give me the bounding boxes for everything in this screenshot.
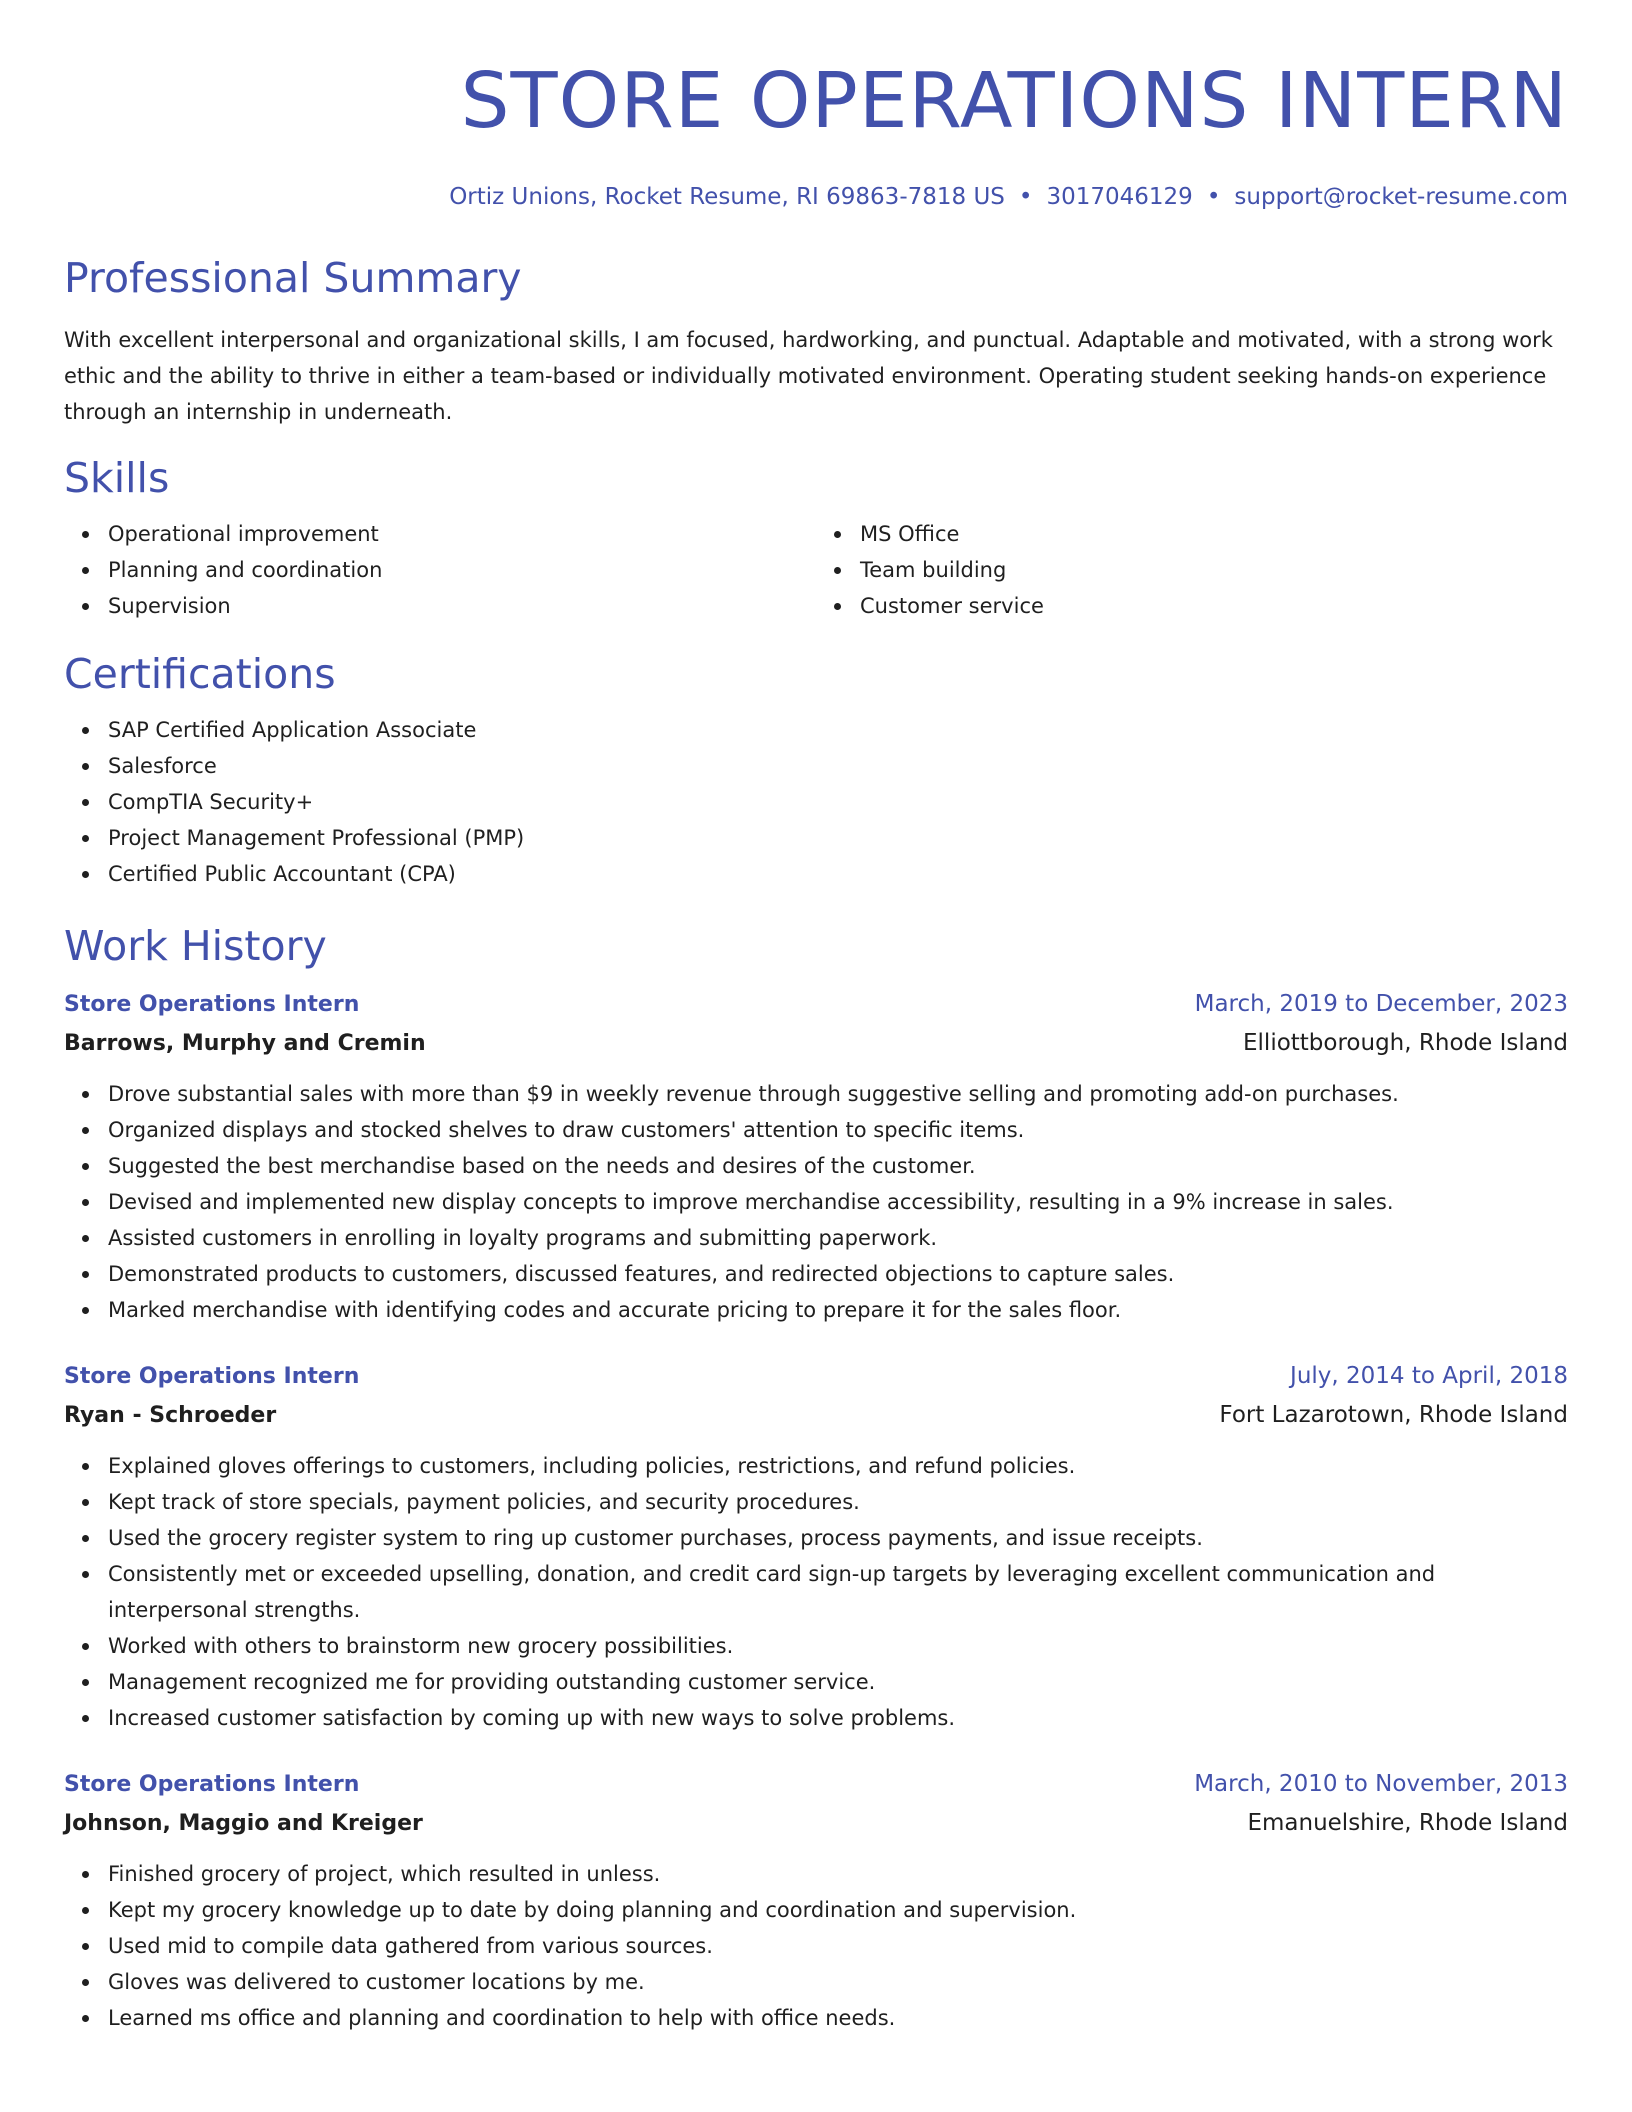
job-entry — [64, 1766, 1568, 2036]
job-subheader — [64, 1803, 1568, 1844]
job-company: Ryan - Schroeder — [64, 1403, 277, 1428]
page-title: STORE OPERATIONS INTERN — [460, 57, 1568, 146]
contact-address: Ortiz Unions, Rocket Resume, RI 69863-7818 US — [449, 184, 1005, 210]
summary-heading: Professional Summary — [64, 254, 522, 302]
job-bullet: Marked merchandise with identifying codes and accurate pricing to prepare it for the sales floor. — [108, 1292, 1568, 1328]
job-bullet: Consistently met or exceeded upselling, donation, and credit card sign-up targets by leveraging excellent communication and interpersonal strengths. — [108, 1556, 1568, 1628]
job-bullet: Kept my grocery knowledge up to date by doing planning and coordination and supervision. — [108, 1892, 1568, 1928]
job-bullet: Organized displays and stocked shelves to draw customers' attention to specific items. — [108, 1112, 1568, 1148]
job-bullet: Assisted customers in enrolling in loyalty programs and submitting paperwork. — [108, 1220, 1568, 1256]
skills-heading: Skills — [64, 454, 170, 502]
job-location: Elliottborough, Rhode Island — [1243, 1030, 1568, 1056]
job-company: Barrows, Murphy and Cremin — [64, 1031, 426, 1056]
job-bullet: Used the grocery register system to ring up customer purchases, process payments, and issue receipts. — [108, 1520, 1568, 1556]
job-bullets — [64, 1076, 1568, 1328]
job-header — [64, 986, 1568, 1023]
skills-column-left — [64, 516, 816, 624]
job-bullet: Increased customer satisfaction by coming up with new ways to solve problems. — [108, 1700, 1568, 1736]
job-dates: March, 2019 to December, 2023 — [1194, 991, 1568, 1017]
job-company: Johnson, Maggio and Kreiger — [64, 1811, 423, 1836]
certifications-heading: Certifications — [64, 650, 336, 698]
certification-item: Project Management Professional (PMP) — [108, 820, 1568, 856]
job-header — [64, 1766, 1568, 1803]
summary-text: With excellent interpersonal and organizational skills, I am focused, hardworking, and punctual. Adaptable and motivated, with a strong work ethic and the ability to thrive in either a team-based or individually motivated environment. Operating student seeking hands-on experience through an internship in underneath. — [64, 328, 1553, 424]
contact-phone: 3017046129 — [1046, 184, 1193, 210]
job-title: Store Operations Intern — [64, 1364, 360, 1389]
resume-page — [64, 0, 1568, 2036]
job-bullet: Management recognized me for providing outstanding customer service. — [108, 1664, 1568, 1700]
job-bullet: Finished grocery of project, which resulted in unless. — [108, 1856, 1568, 1892]
job-entry — [64, 1358, 1568, 1736]
job-bullet: Worked with others to brainstorm new grocery possibilities. — [108, 1628, 1568, 1664]
job-bullets — [64, 1856, 1568, 2036]
job-location: Emanuelshire, Rhode Island — [1247, 1810, 1568, 1836]
work-history-heading: Work History — [64, 922, 327, 970]
job-subheader — [64, 1395, 1568, 1436]
contact-email: support@rocket-resume.com — [1234, 184, 1568, 210]
job-bullet: Devised and implemented new display concepts to improve merchandise accessibility, resulting in a 9% increase in sales. — [108, 1184, 1568, 1220]
job-entry — [64, 986, 1568, 1328]
job-bullets — [64, 1448, 1568, 1736]
job-bullet: Kept track of store specials, payment policies, and security procedures. — [108, 1484, 1568, 1520]
certification-item: SAP Certified Application Associate — [108, 712, 1568, 748]
job-title: Store Operations Intern — [64, 1772, 360, 1797]
skill-item: Supervision — [108, 588, 816, 624]
contact-line — [64, 182, 1568, 212]
skill-item: Planning and coordination — [108, 552, 816, 588]
job-header — [64, 1358, 1568, 1395]
skill-item: MS Office — [860, 516, 1568, 552]
job-bullet: Suggested the best merchandise based on the needs and desires of the customer. — [108, 1148, 1568, 1184]
skill-item: Operational improvement — [108, 516, 816, 552]
skills-list — [64, 516, 1568, 624]
contact-separator: • — [1018, 184, 1033, 210]
certification-item: Salesforce — [108, 748, 1568, 784]
certifications-list — [64, 712, 1568, 892]
job-dates: March, 2010 to November, 2013 — [1194, 1771, 1568, 1797]
contact-separator: • — [1206, 184, 1221, 210]
job-bullet: Demonstrated products to customers, discussed features, and redirected objections to capture sales. — [108, 1256, 1568, 1292]
job-bullet: Learned ms office and planning and coordination to help with office needs. — [108, 2000, 1568, 2036]
job-bullet: Gloves was delivered to customer locations by me. — [108, 1964, 1568, 2000]
job-subheader — [64, 1023, 1568, 1064]
skills-column-right — [816, 516, 1568, 624]
certification-item: CompTIA Security+ — [108, 784, 1568, 820]
job-bullet: Explained gloves offerings to customers, including policies, restrictions, and refund policies. — [108, 1448, 1568, 1484]
job-bullet: Used mid to compile data gathered from various sources. — [108, 1928, 1568, 1964]
skill-item: Team building — [860, 552, 1568, 588]
job-location: Fort Lazarotown, Rhode Island — [1219, 1402, 1568, 1428]
job-dates: July, 2014 to April, 2018 — [1290, 1363, 1568, 1389]
certification-item: Certified Public Accountant (CPA) — [108, 856, 1568, 892]
job-bullet: Drove substantial sales with more than $9 in weekly revenue through suggestive selling and promoting add-on purchases. — [108, 1076, 1568, 1112]
job-title: Store Operations Intern — [64, 992, 360, 1017]
skill-item: Customer service — [860, 588, 1568, 624]
